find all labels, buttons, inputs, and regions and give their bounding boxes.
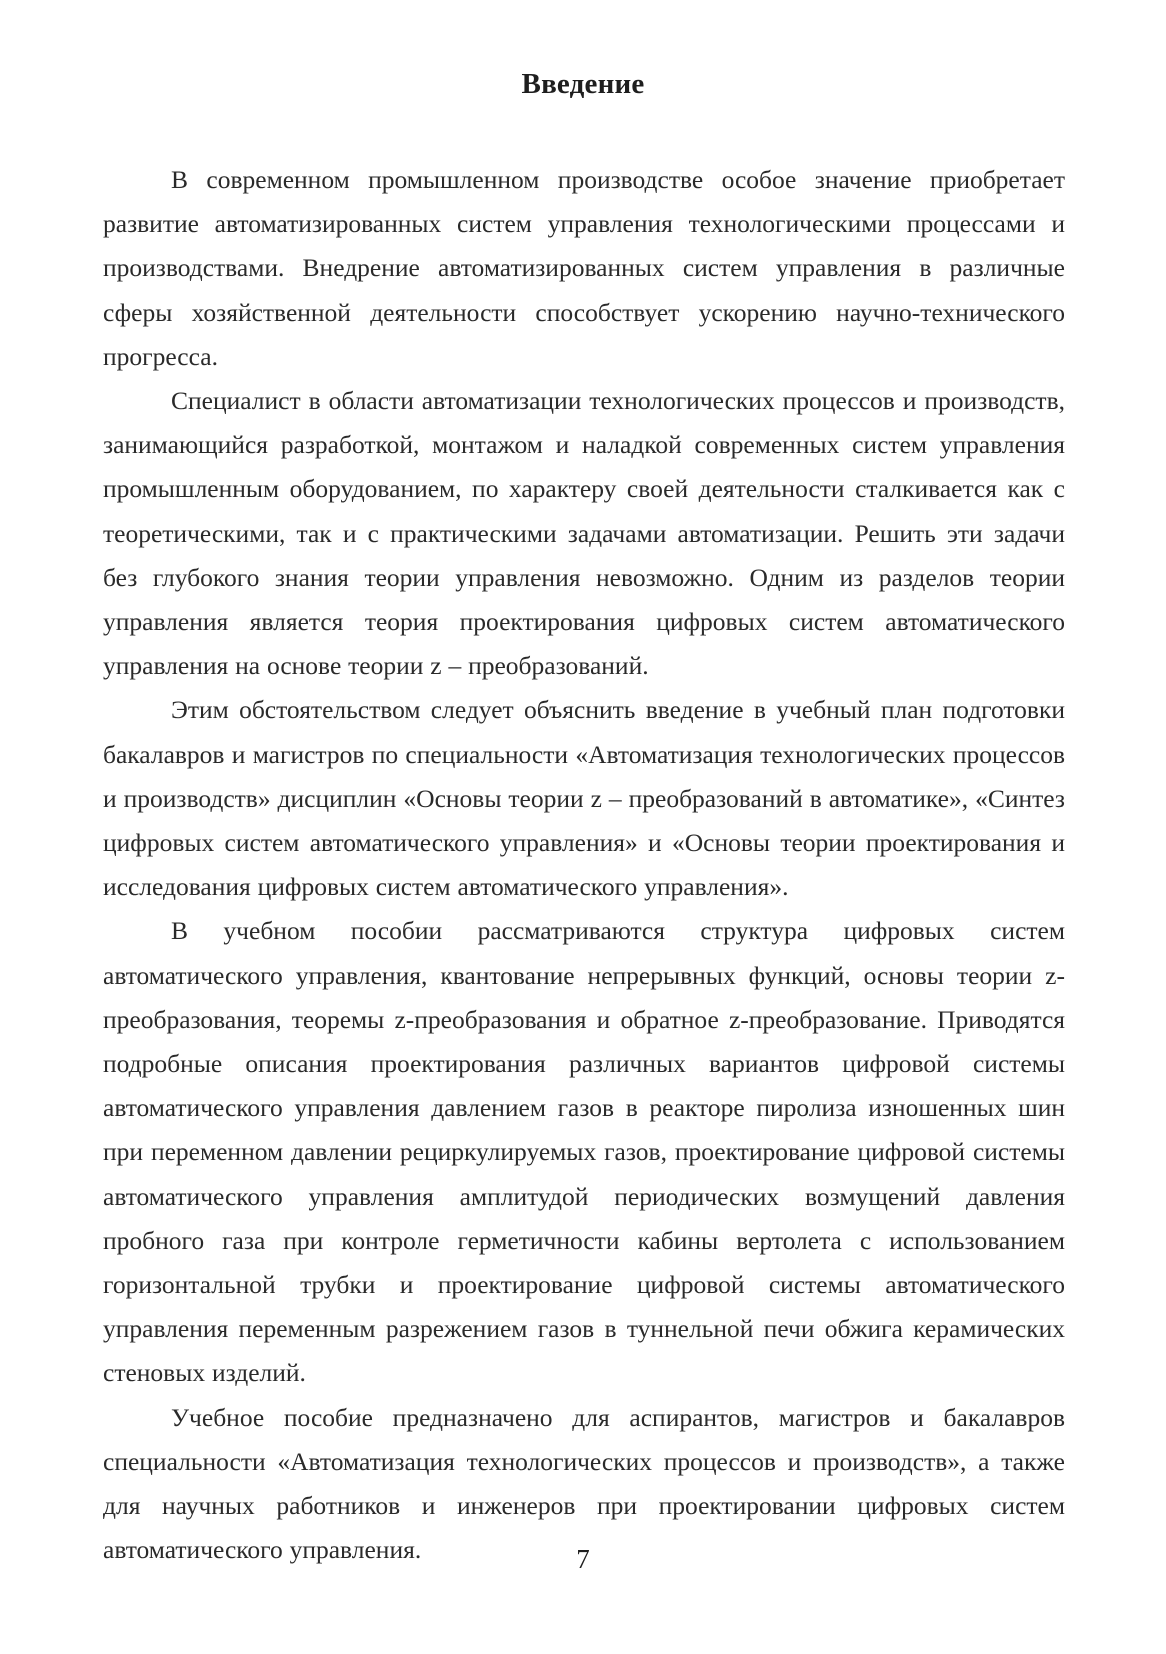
page-title: Введение	[521, 68, 645, 100]
paragraph-1: В современном промышленном производстве особое значение приобретает развитие автоматизированных систем управления технологическими процессами и производствами. Внедрение автоматизированных систем управления в различные сферы хозяйственной деятельности способствует ускорению научно-технического прогресса.	[103, 165, 1065, 371]
paragraph-3: Этим обстоятельством следует объяснить введение в учебный план подготовки бакалавров и магистров по специальности «Автоматизация технологических процессов и производств» дисциплин «Основы теории z – преобразований в автоматике», «Синтез цифровых систем автоматического управления» и «Основы теории проектирования и исследования цифровых систем автоматического управления».	[103, 695, 1065, 902]
page-number: 7	[576, 1544, 590, 1574]
paragraph-5: Учебное пособие предназначено для аспирантов, магистров и бакалавров специальности «Автоматизация технологических процессов и производств», а также для научных работников и инженеров при проектировании цифровых систем автоматического управления.	[103, 1402, 1065, 1565]
paragraph-2: Специалист в области автоматизации технологических процессов и производств, занимающийся разработкой, монтажом и наладкой современных систем управления промышленным оборудованием, по характеру своей деятельности сталкивается как с теоретическими, так и с практическими задачами автоматизации. Решить эти задачи без глубокого знания теории управления невозможно. Одним из разделов теории управления является теория проектирования цифровых систем автоматического управления на основе теории z – преобразований.	[103, 386, 1065, 681]
paragraph-4: В учебном пособии рассматриваются структура цифровых систем автоматического управления, квантование непрерывных функций, основы теории z-преобразования, теоремы z-преобразования и обратное z-преобразование. Приводятся подробные описания проектирования различных вариантов цифровой системы автоматического управления давлением газов в реакторе пиролиза изношенных шин при переменном давлении рециркулируемых газов, проектирование цифровой системы автоматического управления амплитудой периодических возмущений давления пробного газа при контроле герметичности кабины вертолета с использованием горизонтальной трубки и проектирование цифровой системы автоматического управления переменным разрежением газов в туннельной печи обжига керамических стеновых изделий.	[103, 916, 1065, 1388]
body-text	[103, 158, 1065, 1573]
